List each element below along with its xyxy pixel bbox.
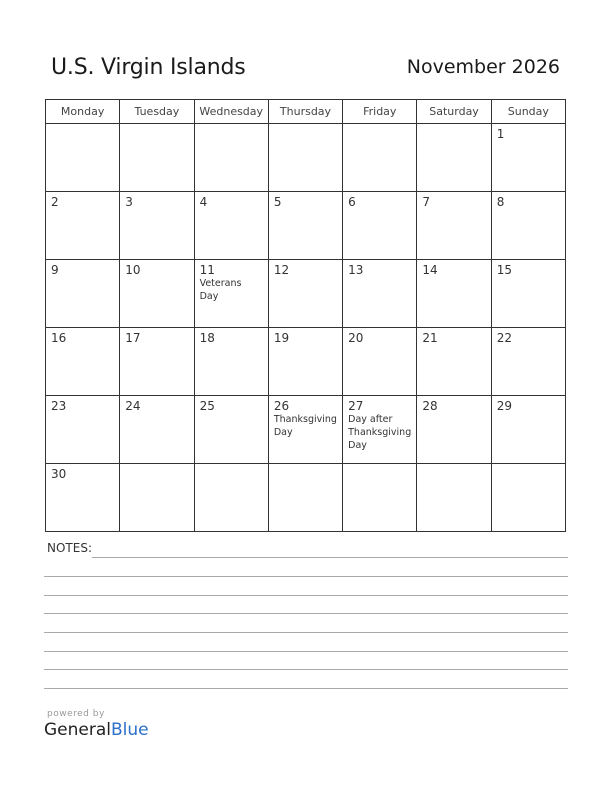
- note-line: [44, 669, 568, 670]
- day-number: 6: [348, 195, 356, 209]
- day-number: 21: [422, 331, 438, 345]
- day-cell: [120, 396, 194, 464]
- weekday-header: Wednesday: [194, 100, 268, 124]
- day-number: 26: [273, 399, 290, 413]
- day-number: 7: [422, 195, 431, 209]
- note-line: [44, 688, 568, 689]
- day-cell: [194, 260, 268, 328]
- weekday-header: Friday: [343, 100, 417, 124]
- week-row: [46, 328, 566, 396]
- day-cell: [268, 396, 342, 464]
- day-number: 14: [422, 263, 438, 277]
- note-line: [44, 595, 568, 596]
- day-cell: [491, 260, 565, 328]
- day-cell: [491, 328, 565, 396]
- holiday-label: Veterans Day: [199, 278, 242, 302]
- day-number: 15: [496, 263, 512, 277]
- day-cell: [417, 328, 491, 396]
- weekday-header: Tuesday: [120, 100, 194, 124]
- day-cell: [343, 124, 417, 192]
- day-cell: [417, 260, 491, 328]
- note-line: [92, 557, 568, 558]
- day-cell: [46, 124, 120, 192]
- day-number: 10: [125, 263, 141, 277]
- day-cell: [268, 328, 342, 396]
- day-number: 22: [496, 331, 512, 345]
- day-cell: [194, 328, 268, 396]
- week-row: [46, 124, 566, 192]
- powered-by-text: powered by: [47, 709, 105, 719]
- day-cell: [46, 464, 120, 532]
- note-line: [44, 651, 568, 652]
- day-cell: [268, 192, 342, 260]
- day-cell: [417, 124, 491, 192]
- day-number: 28: [422, 399, 438, 413]
- day-cell: [343, 396, 417, 464]
- day-cell: [120, 192, 194, 260]
- day-number: 18: [199, 331, 215, 345]
- holiday-label: Day after Thanksgiving Day: [348, 414, 412, 451]
- day-number: 19: [273, 331, 290, 345]
- day-number: 23: [51, 399, 67, 413]
- day-cell: [343, 328, 417, 396]
- brand-logo[interactable]: [44, 720, 149, 740]
- day-cell: [491, 464, 565, 532]
- day-number: 4: [199, 195, 208, 209]
- day-cell: [268, 124, 342, 192]
- note-line: [44, 613, 568, 614]
- weekday-header-row: [46, 100, 566, 124]
- day-cell: [491, 396, 565, 464]
- day-cell: [46, 328, 120, 396]
- note-line: [44, 632, 568, 633]
- day-cell: [343, 260, 417, 328]
- day-number: 13: [348, 263, 364, 277]
- day-cell: [46, 260, 120, 328]
- day-number: 2: [51, 195, 59, 209]
- day-cell: [343, 192, 417, 260]
- day-cell: [417, 396, 491, 464]
- brand-blue: Blue: [111, 720, 149, 740]
- day-number: 3: [125, 195, 133, 209]
- day-cell: [46, 396, 120, 464]
- weekday-header: Thursday: [268, 100, 342, 124]
- day-cell: [194, 124, 268, 192]
- brand-general: General: [44, 720, 111, 740]
- day-number: 12: [273, 263, 290, 277]
- note-line: [44, 576, 568, 577]
- weekday-header: Monday: [46, 100, 120, 124]
- calendar-grid: [45, 99, 566, 532]
- day-number: 30: [51, 467, 67, 481]
- day-number: 9: [51, 263, 59, 277]
- day-cell: [491, 124, 565, 192]
- notes-label: NOTES:: [47, 541, 92, 555]
- day-cell: [120, 124, 194, 192]
- day-cell: [343, 464, 417, 532]
- day-cell: [46, 192, 120, 260]
- day-number: 5: [273, 195, 282, 209]
- day-number: 11: [199, 263, 215, 277]
- day-number: 27: [348, 399, 364, 413]
- day-number: 16: [51, 331, 67, 345]
- day-cell: [417, 192, 491, 260]
- page-title: U.S. Virgin Islands: [51, 55, 246, 80]
- day-number: 1: [496, 127, 505, 141]
- month-label: November 2026: [406, 56, 560, 78]
- day-number: 24: [125, 399, 141, 413]
- day-number: 20: [348, 331, 364, 345]
- week-row: [46, 260, 566, 328]
- day-number: 29: [496, 399, 512, 413]
- day-number: 25: [199, 399, 215, 413]
- day-cell: [120, 260, 194, 328]
- weekday-header: Sunday: [491, 100, 565, 124]
- day-number: 17: [125, 331, 141, 345]
- day-cell: [417, 464, 491, 532]
- week-row: [46, 396, 566, 464]
- day-number: 8: [496, 195, 505, 209]
- week-row: [46, 464, 566, 532]
- day-cell: [194, 396, 268, 464]
- day-cell: [194, 464, 268, 532]
- weekday-header: Saturday: [417, 100, 491, 124]
- day-cell: [268, 464, 342, 532]
- week-row: [46, 192, 566, 260]
- day-cell: [491, 192, 565, 260]
- day-cell: [120, 328, 194, 396]
- day-cell: [120, 464, 194, 532]
- day-cell: [268, 260, 342, 328]
- holiday-label: Thanksgiving Day: [273, 414, 337, 438]
- day-cell: [194, 192, 268, 260]
